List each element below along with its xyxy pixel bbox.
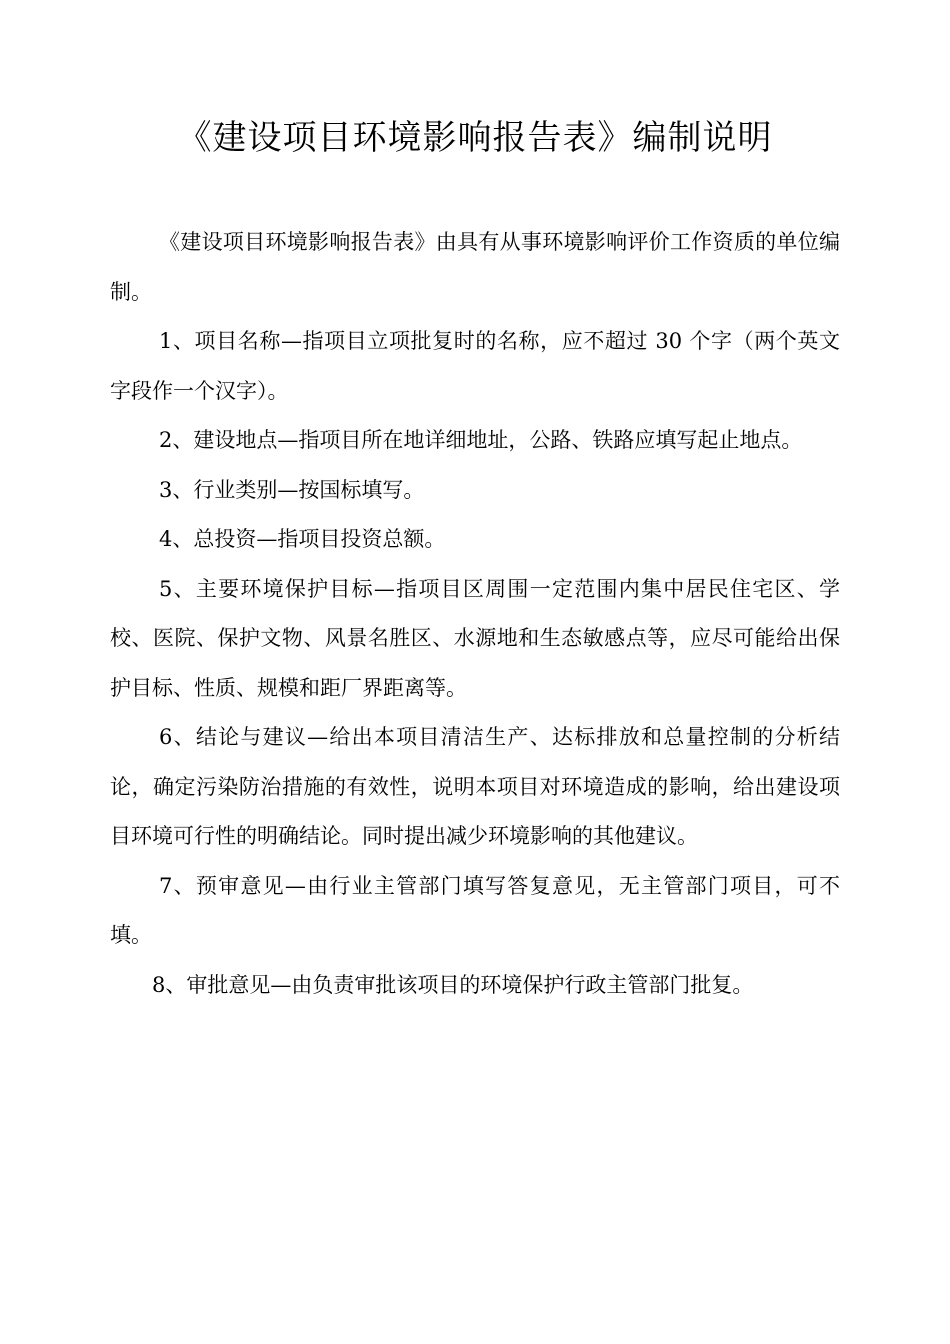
document-body — [110, 218, 840, 1010]
paragraph-item-3: 3、行业类别—按国标填写。 — [159, 477, 425, 502]
paragraph-item-1: 1、项目名称—指项目立项批复时的名称，应不超过 30 个字（两个英文字段作一个汉字）。 — [110, 329, 840, 403]
paragraph-item-6: 6、结论与建议—给出本项目清洁生产、达标排放和总量控制的分析结论，确定污染防治措施的有效性，说明本项目对环境造成的影响，给出建设项目环境可行性的明确结论。同时提出减少环境影响的其他建议。 — [110, 725, 840, 848]
document-title: 《建设项目环境影响报告表》编制说明 — [177, 118, 773, 158]
paragraph-item-7: 7、预审意见—由行业主管部门填写答复意见，无主管部门项目，可不填。 — [110, 873, 840, 947]
paragraph-intro: 《建设项目环境影响报告表》由具有从事环境影响评价工作资质的单位编制。 — [110, 230, 840, 304]
paragraph-item-4: 4、总投资—指项目投资总额。 — [159, 527, 446, 551]
paragraph-item-8: 8、审批意见—由负责审批该项目的环境保护行政主管部门批复。 — [152, 972, 754, 997]
paragraph-item-2: 2、建设地点—指项目所在地详细地址，公路、铁路应填写起止地点。 — [159, 428, 803, 452]
paragraph-item-5: 5、主要环境保护目标—指项目区周围一定范围内集中居民住宅区、学校、医院、保护文物、风景名胜区、水源地和生态敏感点等，应尽可能给出保护目标、性质、规模和距厂界距离等。 — [110, 576, 840, 700]
